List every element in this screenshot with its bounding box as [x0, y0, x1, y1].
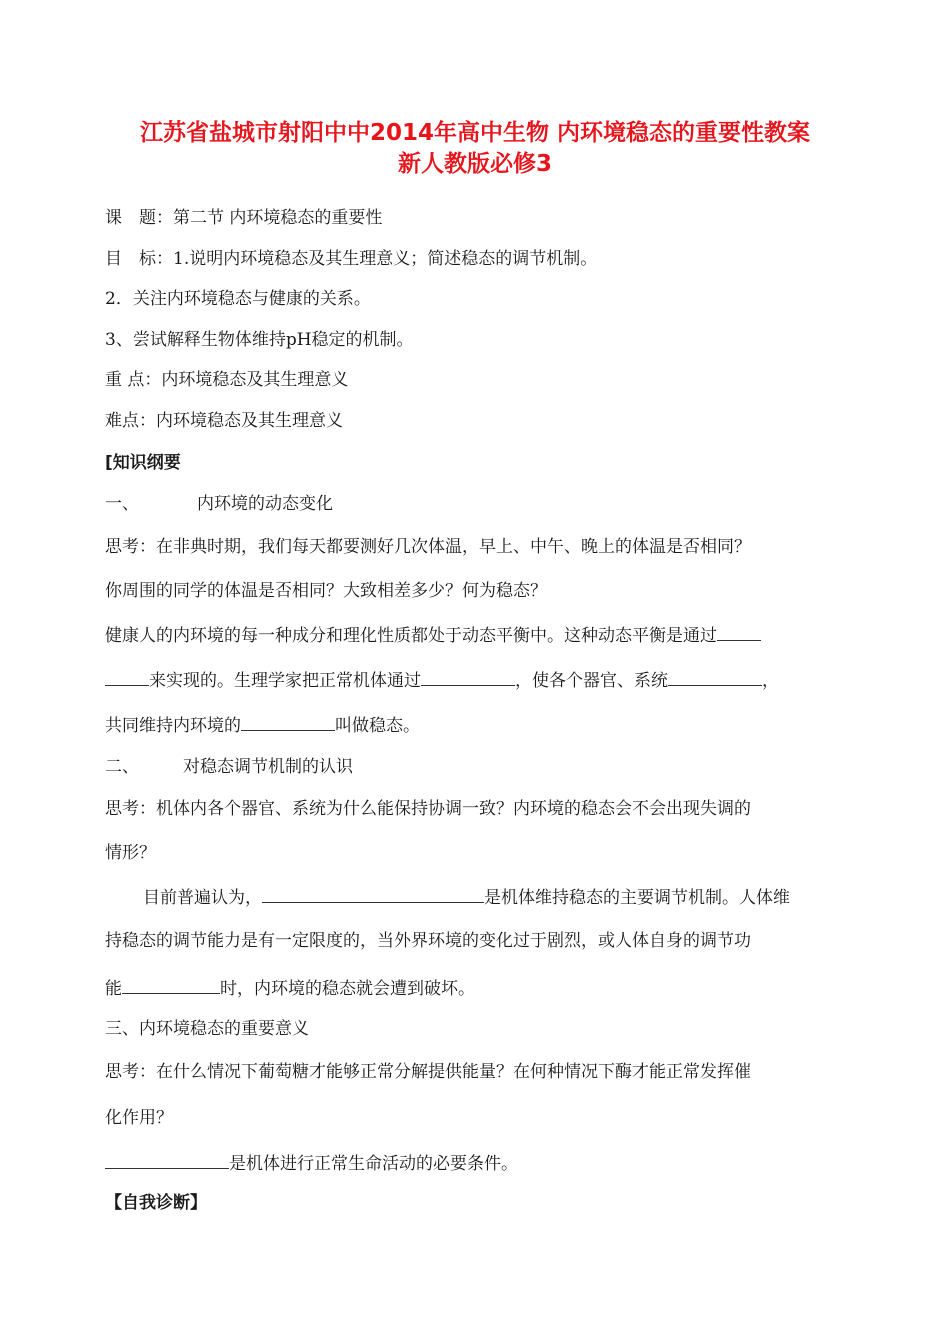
fill-blank-2[interactable] — [421, 667, 515, 686]
section-1-think-1: 思考：在非典时期，我们每天都要测好几次体温，早上、中午、晚上的体温是否相同？ — [105, 537, 751, 557]
section-3-heading: 三、内环境稳态的重要意义 — [105, 1019, 309, 1039]
self-diagnosis-heading: 【自我诊断】 — [105, 1193, 207, 1213]
fill-blank-6[interactable] — [122, 975, 220, 994]
section-1-para-2-text-a: 来实现的。生理学家把正常机体通过 — [149, 671, 421, 691]
section-2-think-2: 情形？ — [105, 843, 156, 863]
section-1-para-3 — [105, 712, 420, 738]
key-point: 重 点：内环境稳态及其生理意义 — [105, 370, 349, 390]
section-2-para-2: 持稳态的调节能力是有一定限度的，当外界环境的变化过于剧烈，或人体自身的调节功 — [105, 931, 751, 951]
lesson-goal-2: 2．关注内环境稳态与健康的关系。 — [105, 289, 371, 309]
section-1-para-3-text-b: 叫做稳态。 — [335, 716, 420, 736]
section-2-number: 二、 — [105, 757, 139, 777]
section-1-para-2-text-c: ， — [762, 671, 779, 691]
section-2-para-3-text-a: 能 — [105, 979, 122, 999]
fill-blank-1b[interactable] — [105, 667, 149, 686]
section-3-para-1-text: 是机体进行正常生命活动的必要条件。 — [229, 1154, 518, 1174]
section-1-para-2 — [105, 667, 779, 693]
section-2-title: 对稳态调节机制的认识 — [183, 757, 353, 777]
document-title-line-2: 新人教版必修3 — [397, 151, 552, 177]
lesson-goal-1: 目 标：1.说明内环境稳态及其生理意义；简述稳态的调节机制。 — [105, 249, 598, 269]
section-3-think-1: 思考：在什么情况下葡萄糖才能够正常分解提供能量？在何种情况下酶才能正常发挥催 — [105, 1062, 751, 1082]
section-3-think-2: 化作用？ — [105, 1108, 173, 1128]
fill-blank-7[interactable] — [105, 1150, 229, 1169]
lesson-topic: 课 题：第二节 内环境稳态的重要性 — [105, 208, 383, 228]
section-1-title: 内环境的动态变化 — [197, 494, 333, 514]
section-1-number: 一、 — [105, 494, 139, 514]
section-2-para-1-text-a: 目前普遍认为， — [143, 888, 262, 908]
difficulty: 难点：内环境稳态及其生理意义 — [105, 411, 343, 431]
fill-blank-3[interactable] — [668, 667, 762, 686]
fill-blank-1a[interactable] — [717, 622, 761, 641]
fill-blank-4[interactable] — [241, 712, 335, 731]
section-2-heading — [105, 755, 353, 779]
lesson-goal-3: 3、尝试解释生物体维持pH稳定的机制。 — [105, 330, 414, 350]
section-1-para-1 — [105, 622, 761, 648]
section-2-think-1: 思考：机体内各个器官、系统为什么能保持协调一致？内环境的稳态会不会出现失调的 — [105, 799, 751, 819]
section-2-para-3 — [105, 975, 475, 1001]
section-1-para-1-text: 健康人的内环境的每一种成分和理化性质都处于动态平衡中。这种动态平衡是通过 — [105, 626, 717, 646]
section-2-para-1 — [143, 884, 790, 910]
section-1-para-2-text-b: ，使各个器官、系统 — [515, 671, 668, 691]
section-1-para-3-text-a: 共同维持内环境的 — [105, 716, 241, 736]
fill-blank-5[interactable] — [262, 884, 484, 903]
section-2-para-1-text-b: 是机体维持稳态的主要调节机制。人体维 — [484, 888, 790, 908]
section-1-heading — [105, 492, 333, 516]
section-3-para-1 — [105, 1150, 518, 1176]
section-2-para-3-text-b: 时，内环境的稳态就会遭到破坏。 — [220, 979, 475, 999]
section-1-think-2: 你周围的同学的体温是否相同？大致相差多少？何为稳态？ — [105, 581, 547, 601]
document-title-line-1: 江苏省盐城市射阳中中2014年高中生物 内环境稳态的重要性教案 — [139, 120, 811, 146]
outline-heading: [知识纲要 — [105, 453, 181, 473]
